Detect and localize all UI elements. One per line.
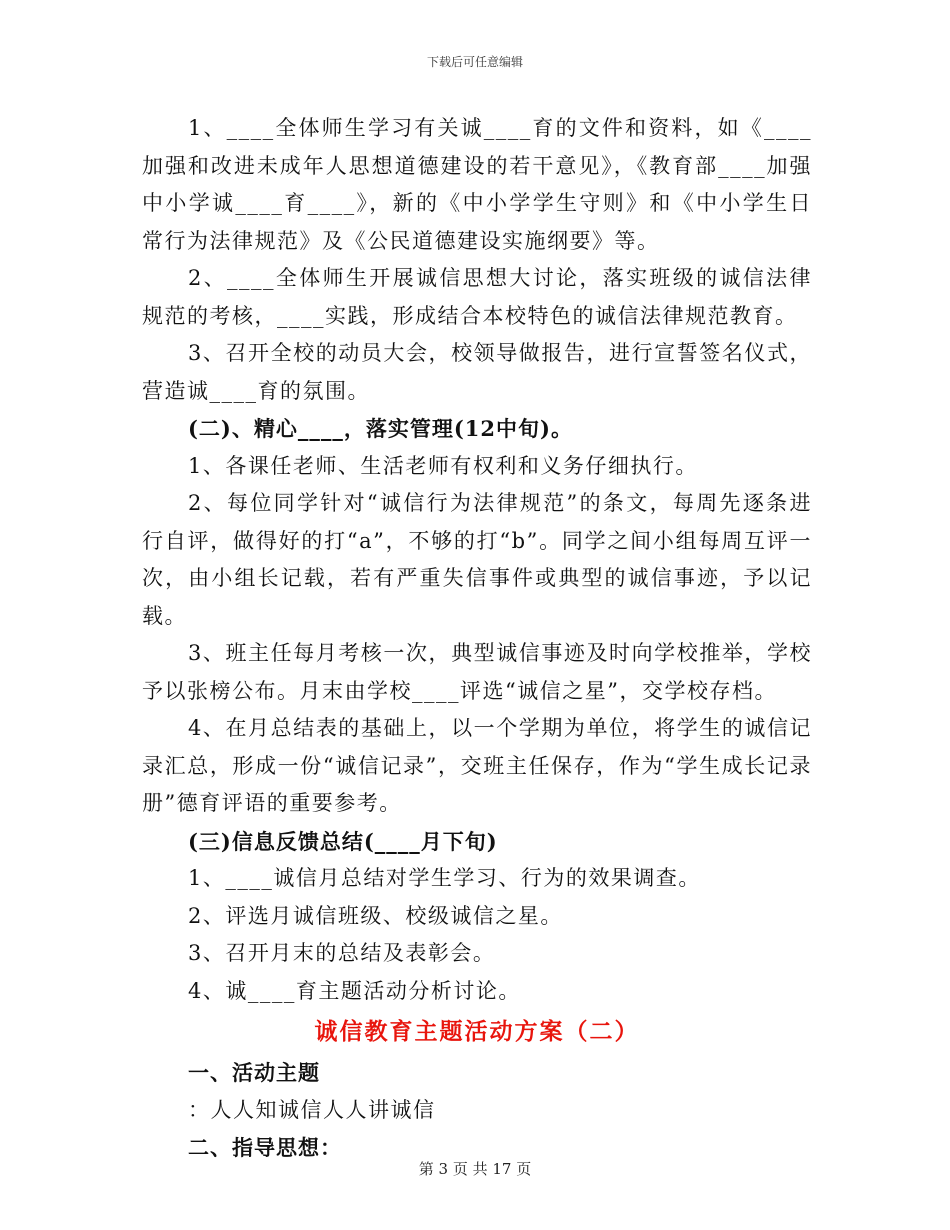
paragraph: 4、诚____育主题活动分析讨论。 (188, 978, 521, 1003)
paragraph: 1、____诚信月总结对学生学习、行为的效果调查。 (188, 866, 701, 890)
paragraph: 2、评选月诚信班级、校级诚信之星。 (188, 903, 563, 928)
section-heading: (二)、精心____，落实管理(12中旬)。 (188, 416, 573, 441)
section-heading: (三)信息反馈总结(____月下旬) (188, 828, 498, 854)
page-header: 下载后可任意编辑 (426, 55, 523, 69)
subheading: 二、指导思想： (188, 1135, 342, 1160)
page-content (142, 110, 812, 1167)
page-footer: 第 3 页 共 17 页 (418, 1160, 532, 1178)
paragraph: 2、每位同学针对“诚信行为法律规范”的条文，每周先逐条进行自评，做得好的打“a”，不够的打“b”。同学之间小组每周互评一次，由小组长记载，若有严重失信事件或典型的诚信事迹，予以记载。 (142, 491, 812, 628)
paragraph: 2、____全体师生开展诚信思想大讨论，落实班级的诚信法律规范的考核，____实践，形成结合本校特色的诚信法律规范教育。 (142, 266, 812, 328)
paragraph: 3、班主任每月考核一次，典型诚信事迹及时向学校推举，学校予以张榜公布。月末由学校____评选“诚信之星”，交学校存档。 (142, 641, 812, 703)
subheading: 一、活动主题 (188, 1060, 320, 1085)
paragraph: 4、在月总结表的基础上，以一个学期为单位，将学生的诚信记录汇总，形成一份“诚信记录”，交班主任保存，作为“学生成长记录册”德育评语的重要参考。 (142, 716, 812, 815)
paragraph: ：人人知诚信人人讲诚信 (188, 1097, 436, 1122)
paragraph: 1、各课任老师、生活老师有权利和义务仔细执行。 (188, 453, 698, 478)
paragraph: 3、召开月末的总结及表彰会。 (188, 941, 496, 965)
document-title: 诚信教育主题活动方案（二） (314, 1018, 640, 1045)
paragraph: 3、召开全校的动员大会，校领导做报告，进行宣誓签名仪式，营造诚____育的氛围。 (142, 341, 812, 403)
paragraph: 1、____全体师生学习有关诚____育的文件和资料，如《____加强和改进未成年人思想道德建设的若干意见》，《教育部____加强中小学诚____育____》，新的《中小学学生守则》和《中小学生日常行为法律规范》及《公民道德建设实施纲要》等。 (142, 116, 812, 253)
